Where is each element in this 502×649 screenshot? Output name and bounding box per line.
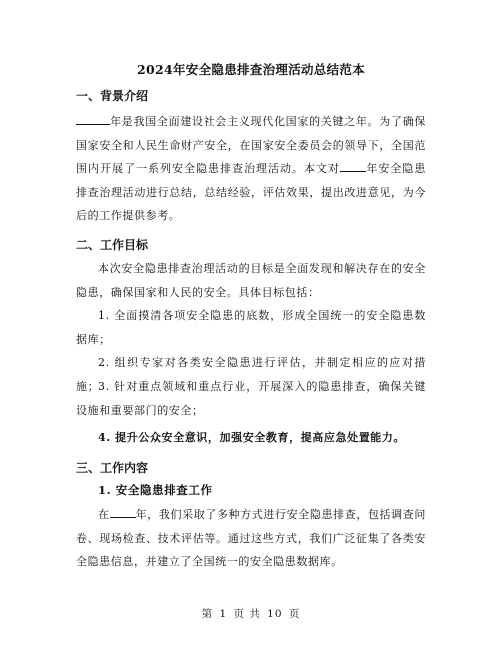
footer-middle: 页 共 xyxy=(233,608,261,620)
section-heading-content: 三、工作内容 xyxy=(76,461,149,475)
background-text-1: 年是我国全面建设社会主义现代化国家的关键之年。为了确保国家安全和人民生命财产安全，在国家安全委员会的领导下，全国范围内开展了一系列安全隐患排查治理活动。本文对 xyxy=(76,115,426,175)
year-blank xyxy=(110,505,136,518)
page-footer xyxy=(0,606,502,621)
document-title: 2024年安全隐患排查治理活动总结范本 xyxy=(137,62,365,77)
year-blank xyxy=(340,159,366,172)
footer-prefix: 第 xyxy=(201,608,214,620)
section-heading-background: 一、背景介绍 xyxy=(76,89,149,103)
subsection-heading-inspection: 1. 安全隐患排查工作 xyxy=(98,483,213,497)
footer-page-number: 1 xyxy=(219,608,228,620)
goal-item-1: 1. 全面摸清各项安全隐患的底数，形成全国统一的安全隐患数据库； xyxy=(76,309,426,346)
goals-intro: 本次安全隐患排查治理活动的目标是全面发现和解决存在的安全隐患，确保国家和人民的安全。具体目标包括： xyxy=(76,262,426,299)
goal-item-4: 4. 提升公众安全意识，加强安全教育，提高应急处置能力。 xyxy=(98,431,406,444)
footer-suffix: 页 xyxy=(288,608,301,620)
goal-item-2: 2. 组织专家对各类安全隐患进行评估，并制定相应的应对措施； xyxy=(76,356,426,393)
inspection-text-1: 在 xyxy=(98,508,110,521)
section-heading-goals: 二、工作目标 xyxy=(76,238,149,252)
inspection-paragraph xyxy=(76,503,426,574)
background-text-2: 年安全隐患排查治理活动进行总结，总结经验，评估效果，提出改进意见，为今后的工作提供参考。 xyxy=(76,162,426,222)
background-paragraph xyxy=(76,110,426,228)
goal-item-3: 3. 针对重点领域和重点行业，开展深入的隐患排查，确保关键设施和重要部门的安全； xyxy=(76,380,426,417)
inspection-text-2: 年，我们采取了多种方式进行安全隐患排查，包括调查问卷、现场检查、技术评估等。通过这些方式，我们广泛征集了各类安全隐患信息，并建立了全国统一的安全隐患数据库。 xyxy=(76,508,426,568)
year-blank xyxy=(76,112,110,125)
footer-total-pages: 10 xyxy=(267,608,283,620)
